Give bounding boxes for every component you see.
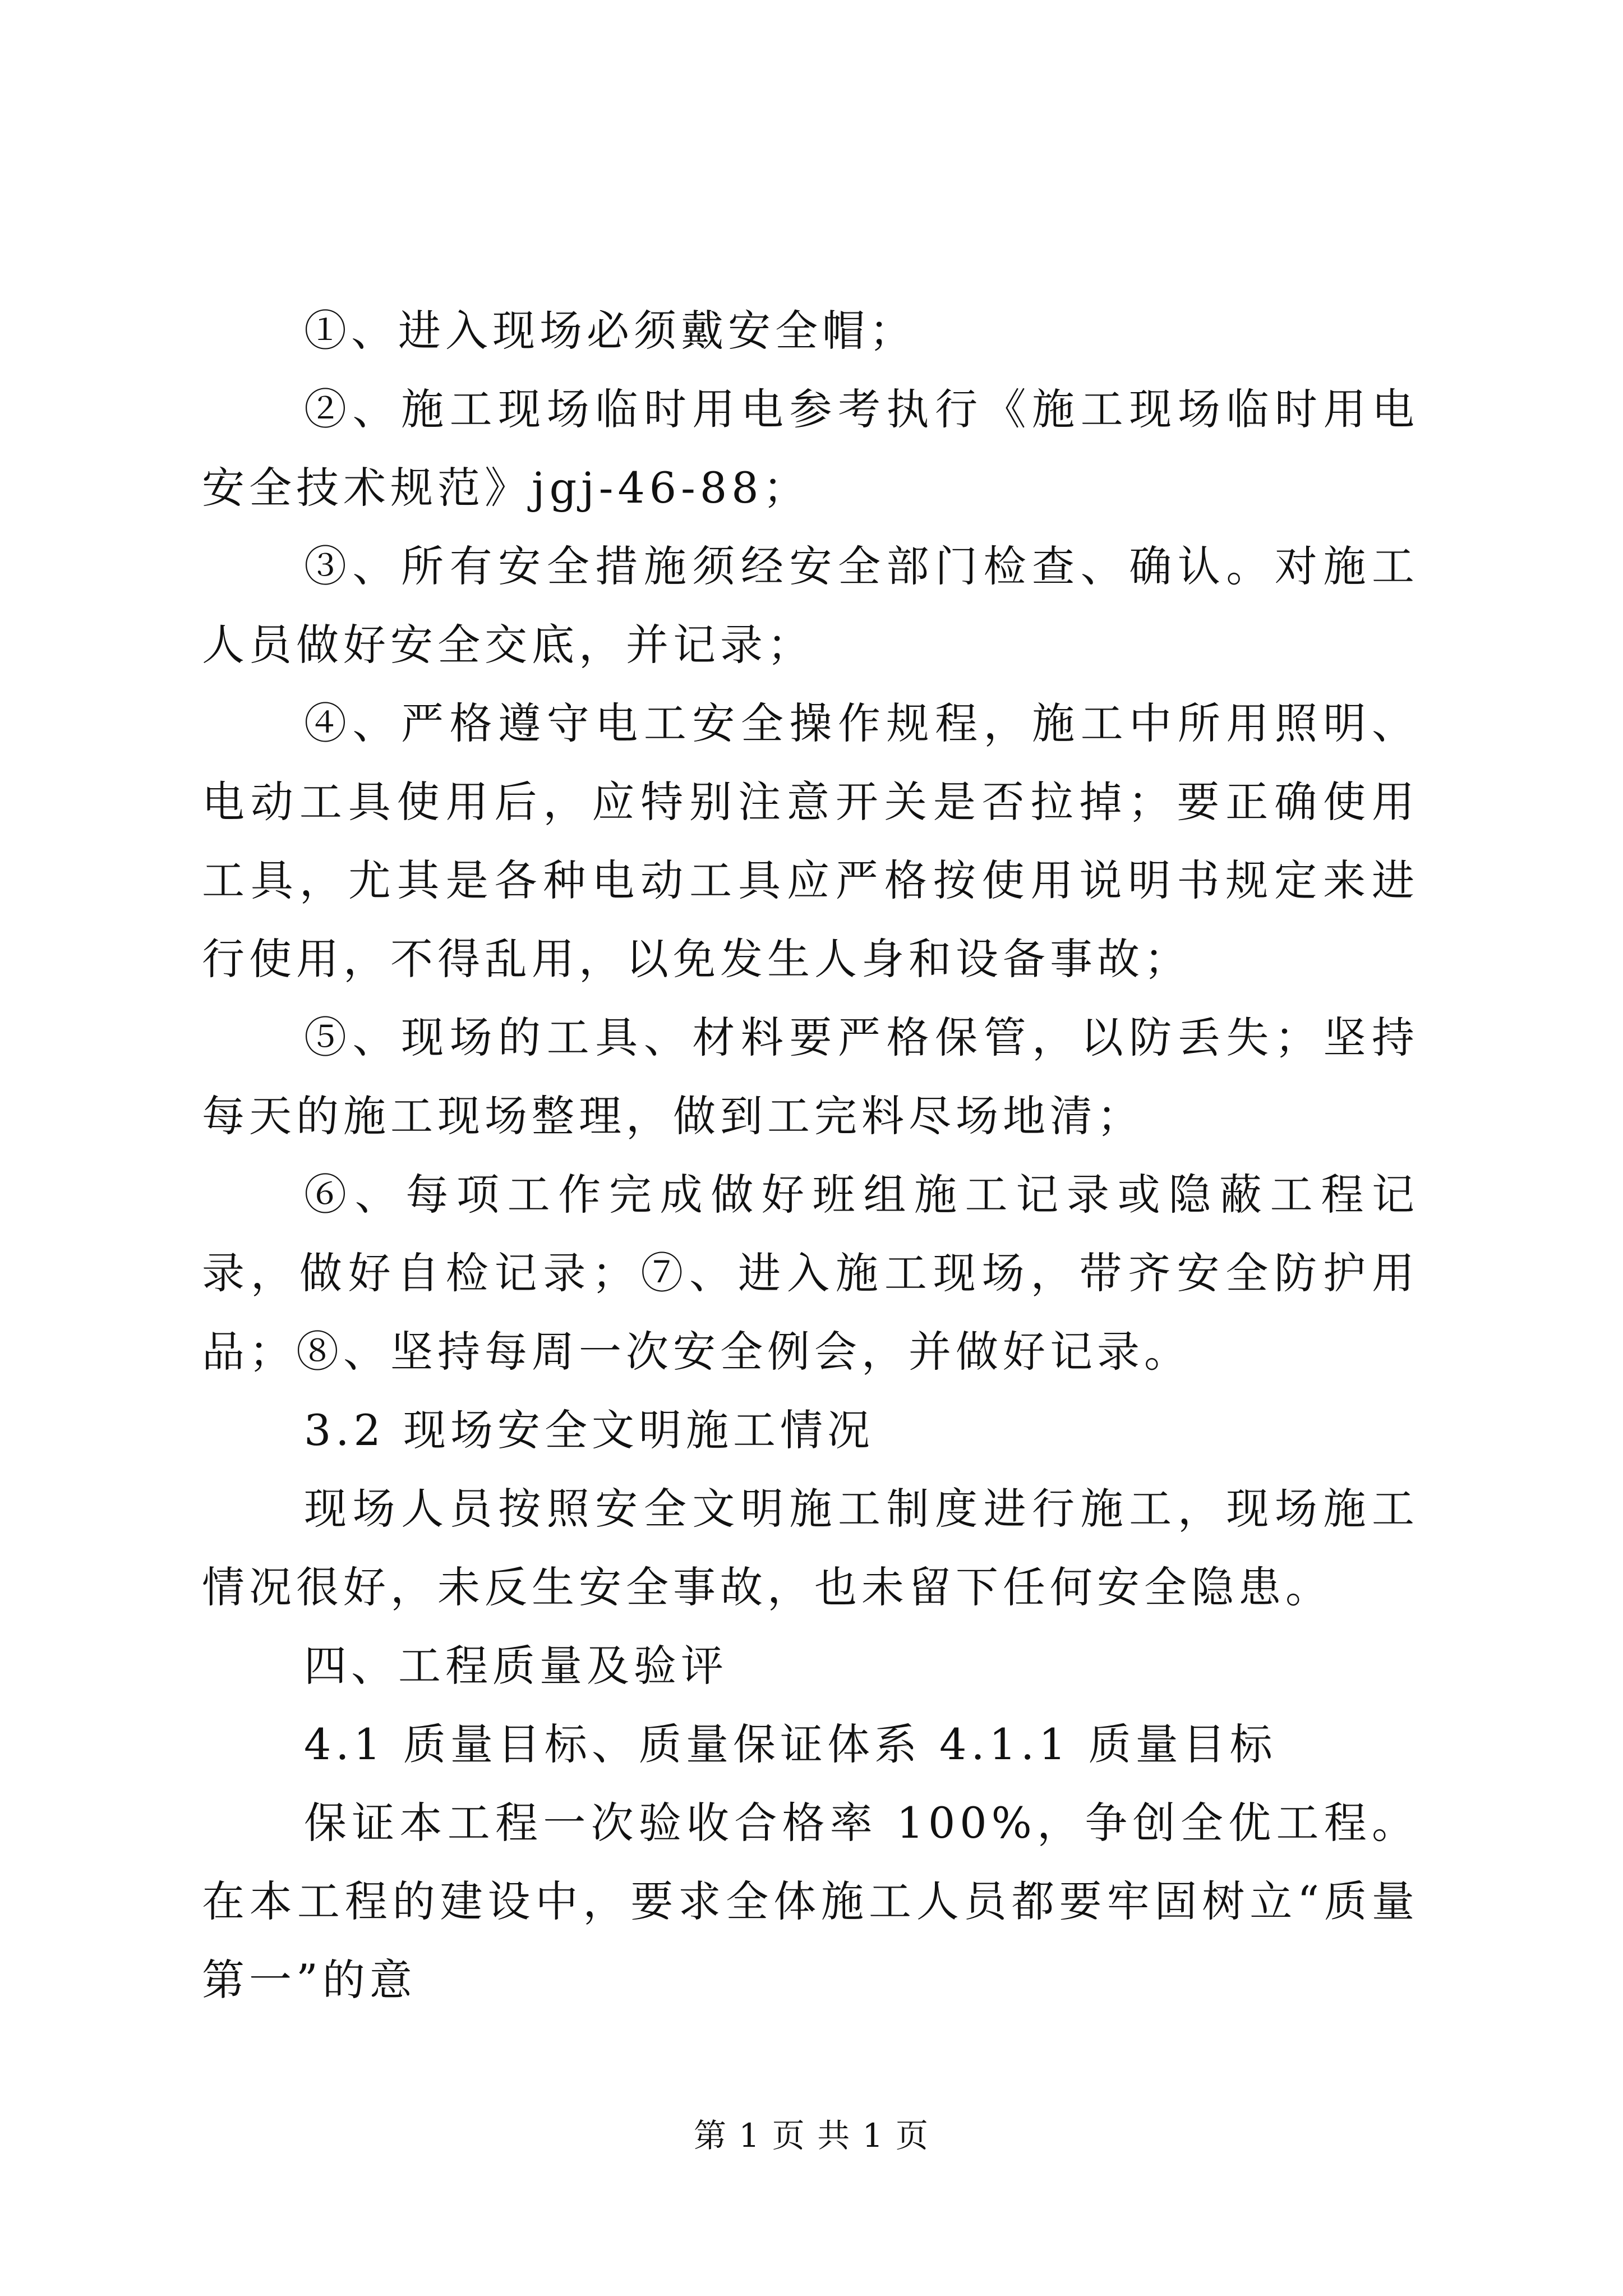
paragraph-item-6: ⑥、每项工作完成做好班组施工记录或隐蔽工程记录，做好自检记录；⑦、进入施工现场，带齐安全防护用品；⑧、坚持每周一次安全例会，并做好记录。 [202,1170,1419,1377]
paragraph-item-5: ⑤、现场的工具、材料要严格保管，以防丢失；坚持每天的施工现场整理，做到工完料尽场地清； [202,1013,1419,1141]
paragraph-site-status: 现场人员按照安全文明施工制度进行施工，现场施工情况很好，未反生安全事故，也未留下任何安全隐患。 [202,1484,1419,1612]
paragraph-item-4: ④、严格遵守电工安全操作规程，施工中所用照明、电动工具使用后，应特别注意开关是否拉掉；要正确使用工具，尤其是各种电动工具应严格按使用说明书规定来进行使用，不得乱用，以免发生人身和设备事故； [202,698,1419,984]
section-heading-4-1: 4.1 质量目标、质量保证体系 4.1.1 质量目标 [304,1719,1277,1769]
page-footer: 第 1 页 共 1 页 [694,2116,929,2155]
section-heading-3-2: 3.2 现场安全文明施工情况 [304,1405,875,1455]
paragraph-item-1: ①、进入现场必须戴安全帽； [304,306,916,356]
paragraph-item-3: ③、所有安全措施须经安全部门检查、确认。对施工人员做好安全交底，并记录； [202,541,1419,670]
paragraph-item-2: ②、施工现场临时用电参考执行《施工现场临时用电安全技术规范》jgj-46-88； [202,384,1419,513]
document-body [202,292,1419,2019]
paragraph-quality-goal: 保证本工程一次验收合格率 100%，争创全优工程。在本工程的建设中，要求全体施工人员都要牢固树立“质量第一”的意 [202,1798,1419,2005]
section-heading-4: 四、工程质量及验评 [304,1641,728,1691]
